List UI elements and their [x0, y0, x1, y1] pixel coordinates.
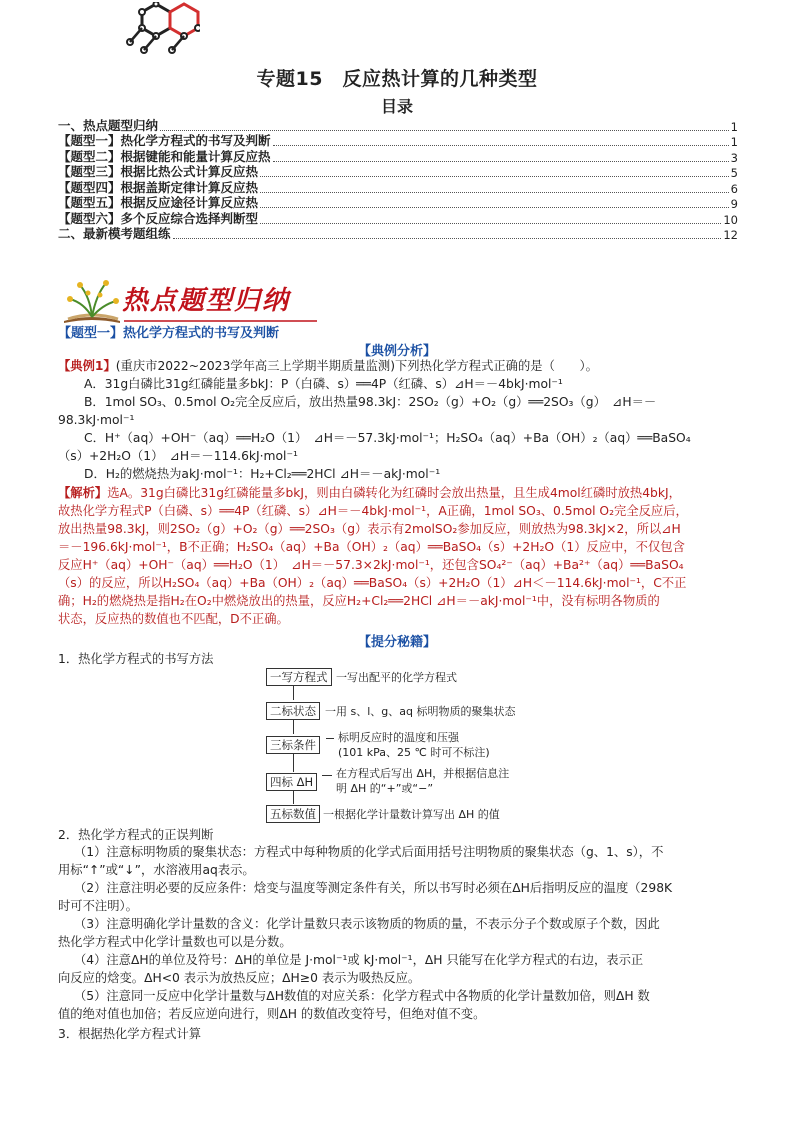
toc-item-label: 【题型六】多个反应综合选择判断型 — [58, 210, 259, 226]
option-d: D．H₂的燃烧热为akJ·mol⁻¹：H₂+Cl₂══2HCl ⊿H＝－akJ·mol⁻¹ — [84, 467, 441, 481]
toc-item-page: 3 — [730, 150, 738, 165]
toc-item[interactable] — [58, 227, 738, 243]
judge-line: 热化学方程式中化学计量数也可以是分数。 — [58, 935, 292, 949]
flow-step-desc: 一根据化学计量数计算写出 ΔH 的值 — [323, 808, 500, 821]
naphthalene-logo-icon — [120, 2, 200, 62]
page-title: 专题15 反应热计算的几种类型 — [256, 68, 538, 90]
analysis-line: （s）的反应，所以H₂SO₄（aq）+Ba（OH）₂（aq）══BaSO₄（s）+2H₂O（1）⊿H＜－114.6kJ·mol⁻¹，C不正 — [58, 576, 687, 590]
toc-item-label: 【题型四】根据盖斯定律计算反应热 — [58, 179, 259, 195]
example-heading: 【典例分析】 — [357, 344, 436, 359]
table-of-contents — [58, 118, 738, 242]
judge-line: （4）注意ΔH的单位及符号：ΔH的单位是 J·mol⁻¹或 kJ·mol⁻¹，ΔH 只能写在化学方程式的右边，表示正 — [74, 953, 644, 967]
option-c: C．H⁺（aq）+OH⁻（aq）══H₂O（1） ⊿H＝－57.3kJ·mol⁻¹；H₂SO₄（aq）+Ba（OH）₂（aq）══BaSO₄ — [84, 431, 691, 445]
flow-step-box: 一写方程式 — [266, 668, 332, 686]
toc-item-label: 【题型五】根据反应途径计算反应热 — [58, 195, 259, 210]
flow-step-box: 三标条件 — [266, 736, 320, 754]
toc-item-page: 1 — [730, 135, 738, 149]
example-label: 【典例1】 — [58, 359, 116, 373]
example-block — [58, 357, 738, 483]
option-b-cont: 98.3kJ·mol⁻¹ — [58, 413, 135, 427]
toc-item-page: 10 — [723, 212, 738, 227]
judge-line: 用标“↑”或“↓”，水溶液用aq表示。 — [58, 863, 255, 877]
tips-item-2: 2．热化学方程式的正误判断 — [58, 828, 214, 842]
flow-step-desc: 在方程式后写出 ΔH，并根据信息注 — [336, 767, 510, 780]
toc-item-page: 9 — [730, 197, 738, 211]
flow-step-desc: 一写出配平的化学方程式 — [336, 671, 457, 684]
flow-step-desc: (101 kPa、25 ℃ 时可不标注) — [338, 746, 490, 759]
toc-item-page: 12 — [723, 228, 738, 242]
judge-line: 向反应的焓变。ΔH<0 表示为放热反应；ΔH≥0 表示为吸热反应。 — [58, 971, 421, 985]
flow-step-desc: 明 ΔH 的“+”或“−” — [336, 782, 434, 795]
flow-step-box: 四标 ΔH — [266, 773, 317, 791]
analysis-line: 放出热量98.3kJ，则2SO₂（g）+O₂（g）══2SO₃（g）表示有2molSO₂参加反应，则放热为98.3kJ×2，所以⊿H — [58, 522, 681, 536]
option-a: A．31g白磷比31g红磷能量多bkJ：P（白磷、s）══4P（红磷、s）⊿H＝－4bkJ·mol⁻¹ — [84, 377, 563, 391]
judge-line: （1）注意标明物质的聚集状态：方程式中每种物质的化学式后面用括号注明物质的聚集状态（g、1、s），不 — [74, 845, 664, 859]
analysis-line: 故热化学方程式P（白磷、s）══4P（红磷、s）⊿H＝－4bkJ·mol⁻¹，A正确，1mol SO₃、0.5mol O₂完全反应后， — [58, 504, 688, 518]
analysis-block — [58, 484, 738, 628]
tips-item-1: 1．热化学方程式的书写方法 — [58, 652, 214, 666]
flow-step-box: 二标状态 — [266, 702, 320, 720]
analysis-line: ＝－196.6kJ·mol⁻¹，B不正确；H₂SO₄（aq）+Ba（OH）₂（aq）══BaSO₄（s）+2H₂O（1）反应中，不仅包含 — [58, 540, 685, 554]
toc-item-label: 二、最新模考题组练 — [58, 226, 171, 241]
flow-step-box: 五标数值 — [266, 805, 320, 823]
tips-item-3: 3．根据热化学方程式计算 — [58, 1027, 202, 1041]
judge-block — [58, 843, 738, 1023]
judge-line: （2）注意注明必要的反应条件：焓变与温度等测定条件有关，所以书写时必须在ΔH后指明反应的温度（298K — [74, 881, 673, 895]
toc-item-label: 【题型三】根据比热公式计算反应热 — [58, 164, 259, 179]
section-banner: 热点题型归纳 — [122, 286, 291, 316]
judge-line: 值的绝对值也加倍；若反应逆向进行，则ΔH 的数值改变符号，但绝对值不变。 — [58, 1007, 486, 1021]
example-source: (重庆市2022~2023学年高三上学期半期质量监测) — [115, 359, 395, 373]
toc-item-label: 【题型一】热化学方程式的书写及判断 — [58, 133, 271, 148]
toc-item-page: 1 — [730, 119, 738, 134]
analysis-line: 状态，反应热的数值也不匹配，D不正确。 — [58, 612, 289, 626]
option-b: B．1mol SO₃、0.5mol O₂完全反应后，放出热量98.3kJ：2SO₂（g）+O₂（g）══2SO₃（g） ⊿H＝－ — [84, 395, 657, 409]
toc-item-page: 5 — [730, 166, 738, 180]
flow-step-desc: 一用 s、l、g、aq 标明物质的聚集状态 — [325, 705, 516, 718]
section-heading: 【题型一】热化学方程式的书写及判断 — [58, 326, 280, 341]
toc-item-label: 一、热点题型归纳 — [58, 117, 159, 133]
tips-heading: 【提分秘籍】 — [357, 635, 436, 650]
judge-line: （3）注意明确化学计量数的含义：化学计量数只表示该物质的物质的量，不表示分子个数或原子个数，因此 — [74, 917, 660, 931]
analysis-line: 确；H₂的燃烧热是指H₂在O₂中燃烧放出的热量，反应H₂+Cl₂══2HCl ⊿H＝－akJ·mol⁻¹中，没有标明各物质的 — [58, 594, 660, 608]
flow-step-desc: 标明反应时的温度和压强 — [338, 731, 459, 744]
analysis-label: 【解析】 — [58, 486, 108, 500]
toc-item-page: 6 — [730, 181, 738, 196]
example-question — [58, 357, 738, 375]
option-c-cont: （s）+2H₂O（1） ⊿H＝－114.6kJ·mol⁻¹ — [58, 449, 298, 463]
toc-heading: 目录 — [380, 97, 413, 116]
judge-line: 时可不注明）。 — [58, 899, 138, 913]
analysis-line: 选A。31g白磷比31g红磷能量多bkJ，则由白磷转化为红磷时会放出热量，且生成4mol红磷时放热4bkJ， — [107, 486, 681, 500]
example-question-text: 下列热化学方程式正确的是（ ）。 — [395, 359, 598, 373]
judge-line: （5）注意同一反应中化学计量数与ΔH数值的对应关系：化学方程式中各物质的化学计量数加倍，则ΔH 数 — [74, 989, 650, 1003]
analysis-line: 反应H⁺（aq）+OH⁻（aq）══H₂O（1） ⊿H＝－57.3×2kJ·mol⁻¹，还包含SO₄²⁻（aq）+Ba²⁺（aq）══BaSO₄ — [58, 558, 684, 572]
toc-item-label: 【题型二】根据键能和能量计算反应热 — [58, 148, 271, 164]
